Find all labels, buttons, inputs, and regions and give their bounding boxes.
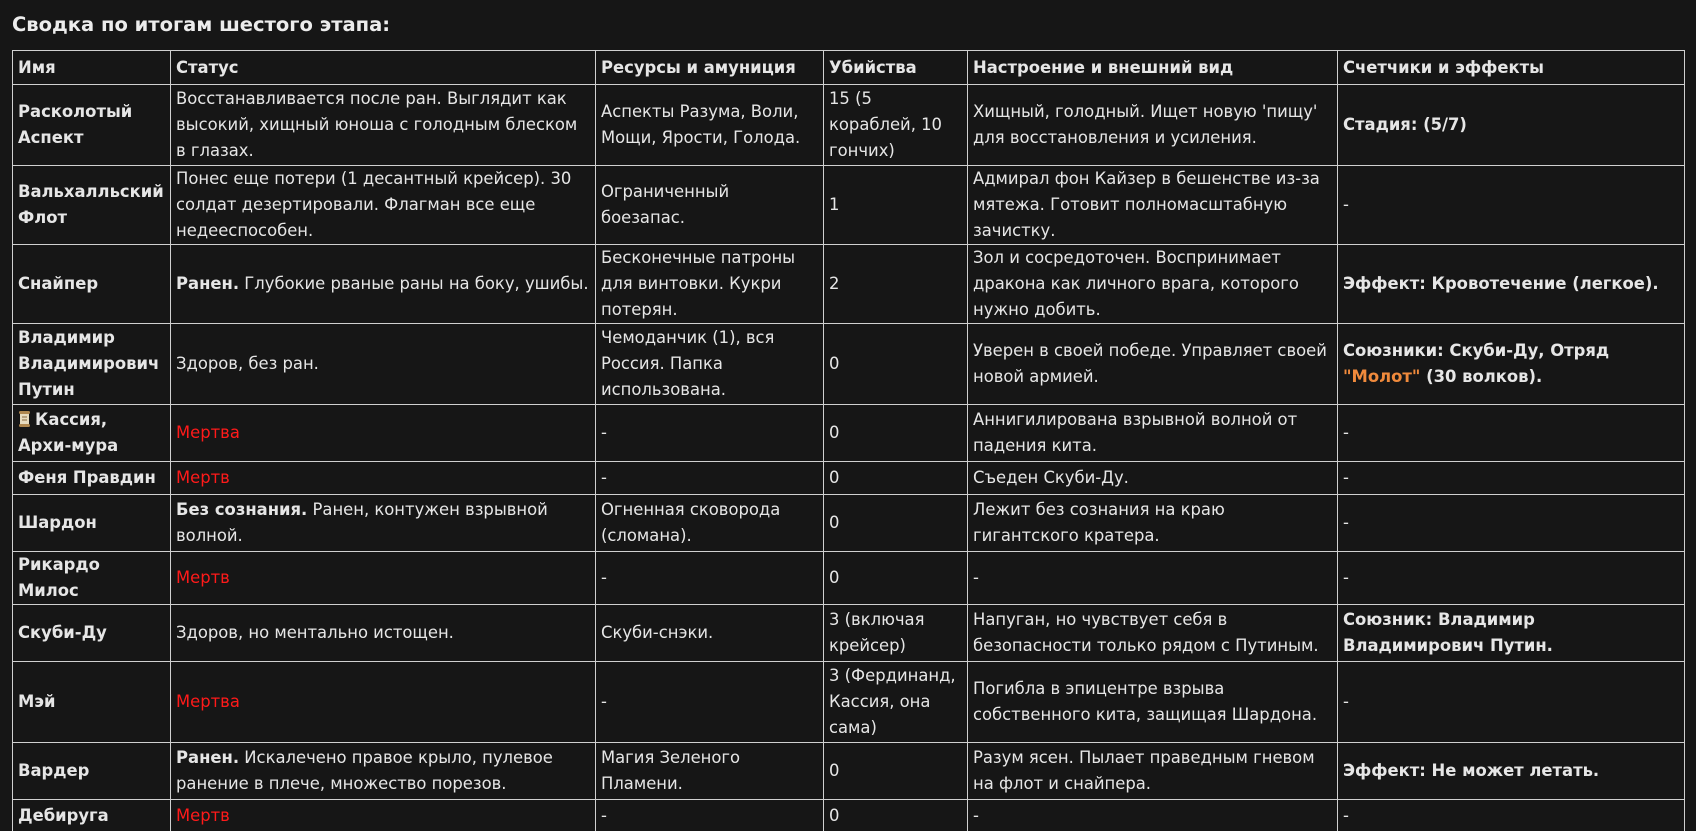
- cell-name: [13, 405, 171, 462]
- effect-allies: Союзники: Скуби-Ду, Отряд: [1343, 341, 1610, 360]
- table-row: [13, 495, 1685, 552]
- cell-effects: -: [1338, 462, 1685, 495]
- table-row: [13, 662, 1685, 743]
- squad-name-highlight: "Молот": [1343, 367, 1421, 386]
- status-text: Ранен, контужен взрывной волной.: [176, 500, 548, 545]
- cell-resources: -: [596, 662, 824, 743]
- cell-resources: -: [596, 462, 824, 495]
- cell-kills: 0: [824, 552, 968, 605]
- cell-resources: Магия Зеленого Пламени.: [596, 743, 824, 800]
- table-row: [13, 605, 1685, 662]
- cell-effects: [1338, 85, 1685, 166]
- cell-kills: 0: [824, 462, 968, 495]
- table-row: [13, 462, 1685, 495]
- table-row: [13, 552, 1685, 605]
- cell-effects: -: [1338, 800, 1685, 831]
- header-row: [13, 51, 1685, 85]
- cell-status: Мертва: [171, 662, 596, 743]
- cell-status: Восстанавливается после ран. Выглядит как высокий, хищный юноша с голодным блеском в глазах.: [171, 85, 596, 166]
- cell-name: Скуби-Ду: [13, 605, 171, 662]
- cell-name: Владимир Владимирович Путин: [13, 324, 171, 405]
- cell-effects: [1338, 324, 1685, 405]
- cell-name: Рикардо Милос: [13, 552, 171, 605]
- header-mood: Настроение и внешний вид: [968, 51, 1338, 85]
- cell-mood: Аннигилирована взрывной волной от падения кита.: [968, 405, 1338, 462]
- cell-name: Шардон: [13, 495, 171, 552]
- scroll-icon: [18, 411, 31, 427]
- cell-kills: 0: [824, 800, 968, 831]
- cell-effects: -: [1338, 166, 1685, 245]
- status-bold: Без сознания.: [176, 500, 308, 519]
- cell-kills: 3 (включая крейсер): [824, 605, 968, 662]
- cell-resources: Огненная сковорода (сломана).: [596, 495, 824, 552]
- cell-mood: -: [968, 800, 1338, 831]
- cell-status: Здоров, без ран.: [171, 324, 596, 405]
- cell-name: Феня Правдин: [13, 462, 171, 495]
- effect-allies-tail: (30 волков).: [1420, 367, 1543, 386]
- cell-effects: [1338, 245, 1685, 324]
- page-title: Сводка по итогам шестого этапа:: [12, 13, 391, 36]
- cell-status: Здоров, но ментально истощен.: [171, 605, 596, 662]
- table-row: [13, 743, 1685, 800]
- cell-status: Понес еще потери (1 десантный крейсер). 30 солдат дезертировали. Флагман все еще недееспособен.: [171, 166, 596, 245]
- cell-mood: -: [968, 552, 1338, 605]
- cell-name: Мэй: [13, 662, 171, 743]
- cell-status: [171, 495, 596, 552]
- cell-mood: Уверен в своей победе. Управляет своей новой армией.: [968, 324, 1338, 405]
- cell-kills: 0: [824, 495, 968, 552]
- effect-text: Эффект: Не может летать.: [1343, 761, 1600, 780]
- cell-resources: Аспекты Разума, Воли, Мощи, Ярости, Голода.: [596, 85, 824, 166]
- cell-kills: 3 (Фердинанд, Кассия, она сама): [824, 662, 968, 743]
- cell-mood: Зол и сосредоточен. Воспринимает дракона как личного врага, которого нужно добить.: [968, 245, 1338, 324]
- cell-resources: -: [596, 552, 824, 605]
- cell-kills: 0: [824, 743, 968, 800]
- table-row: [13, 405, 1685, 462]
- cell-name: Расколотый Аспект: [13, 85, 171, 166]
- header-name: Имя: [13, 51, 171, 85]
- cell-status: Мертва: [171, 405, 596, 462]
- cell-name: Снайпер: [13, 245, 171, 324]
- cell-mood: Адмирал фон Кайзер в бешенстве из-за мятежа. Готовит полномасштабную зачистку.: [968, 166, 1338, 245]
- cell-status: [171, 245, 596, 324]
- cell-mood: Хищный, голодный. Ищет новую 'пищу' для восстановления и усиления.: [968, 85, 1338, 166]
- cell-resources: -: [596, 800, 824, 831]
- name-text: Кассия, Архи-мура: [18, 410, 119, 455]
- table-row: [13, 245, 1685, 324]
- effect-text: [1343, 341, 1609, 386]
- cell-name: Вальхалльский Флот: [13, 166, 171, 245]
- header-status: Статус: [171, 51, 596, 85]
- status-text: Искалечено правое крыло, пулевое ранение в плече, множество порезов.: [176, 748, 553, 793]
- cell-resources: Ограниченный боезапас.: [596, 166, 824, 245]
- cell-status: Мертв: [171, 552, 596, 605]
- table-row: [13, 324, 1685, 405]
- cell-kills: 1: [824, 166, 968, 245]
- status-text: Глубокие рваные раны на боку, ушибы.: [244, 274, 589, 293]
- cell-effects: -: [1338, 552, 1685, 605]
- cell-kills: 2: [824, 245, 968, 324]
- cell-mood: Лежит без сознания на краю гигантского кратера.: [968, 495, 1338, 552]
- cell-status: [171, 743, 596, 800]
- cell-resources: Чемоданчик (1), вся Россия. Папка использована.: [596, 324, 824, 405]
- header-effects: Счетчики и эффекты: [1338, 51, 1685, 85]
- effect-text: Эффект: Кровотечение (легкое).: [1343, 274, 1659, 293]
- cell-effects: -: [1338, 495, 1685, 552]
- header-resources: Ресурсы и амуниция: [596, 51, 824, 85]
- cell-status: Мертв: [171, 800, 596, 831]
- summary-table: [12, 50, 1685, 831]
- cell-status: Мертв: [171, 462, 596, 495]
- cell-name: Вардер: [13, 743, 171, 800]
- cell-mood: Разум ясен. Пылает праведным гневом на флот и снайпера.: [968, 743, 1338, 800]
- table-row: [13, 166, 1685, 245]
- cell-mood: Погибла в эпицентре взрыва собственного кита, защищая Шардона.: [968, 662, 1338, 743]
- header-kills: Убийства: [824, 51, 968, 85]
- cell-kills: 15 (5 кораблей, 10 гончих): [824, 85, 968, 166]
- table-row: [13, 800, 1685, 831]
- cell-resources: Бесконечные патроны для винтовки. Кукри потерян.: [596, 245, 824, 324]
- cell-effects: [1338, 743, 1685, 800]
- cell-resources: -: [596, 405, 824, 462]
- effect-text: Союзник: Владимир Владимирович Путин.: [1343, 610, 1553, 655]
- effect-text: Стадия: (5/7): [1343, 115, 1467, 134]
- cell-effects: -: [1338, 662, 1685, 743]
- cell-mood: Съеден Скуби-Ду.: [968, 462, 1338, 495]
- cell-kills: 0: [824, 324, 968, 405]
- cell-name: Дебируга: [13, 800, 171, 831]
- cell-resources: Скуби-снэки.: [596, 605, 824, 662]
- cell-kills: 0: [824, 405, 968, 462]
- status-bold: Ранен.: [176, 748, 240, 767]
- cell-effects: [1338, 605, 1685, 662]
- cell-effects: -: [1338, 405, 1685, 462]
- table-row: [13, 85, 1685, 166]
- status-bold: Ранен.: [176, 274, 240, 293]
- cell-mood: Напуган, но чувствует себя в безопасности только рядом с Путиным.: [968, 605, 1338, 662]
